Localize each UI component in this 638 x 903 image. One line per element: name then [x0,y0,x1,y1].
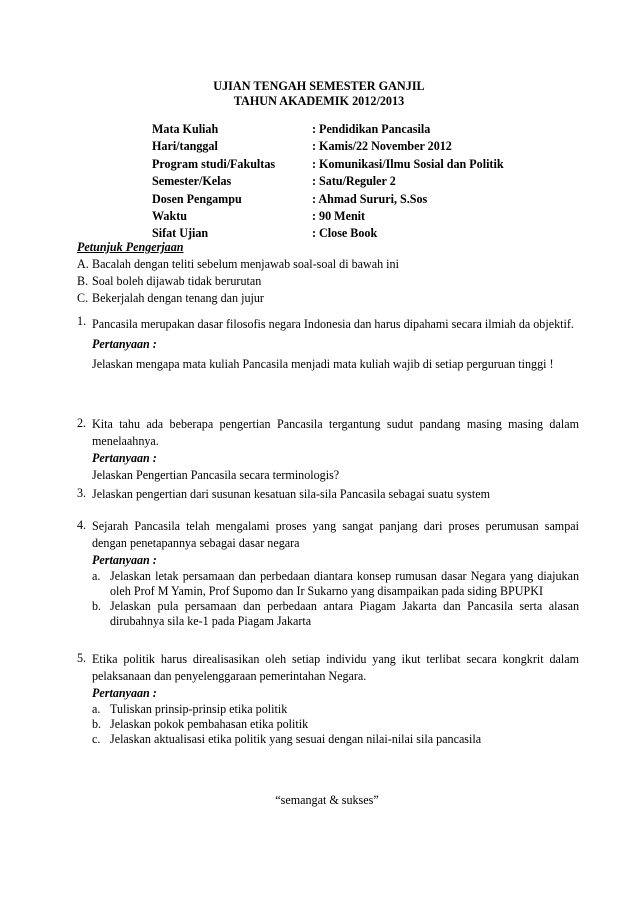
info-row: Sifat Ujian : Close Book [152,226,378,241]
question-ask: Jelaskan mengapa mata kuliah Pancasila menjadi mata kuliah wajib di setiap perguruan tinggi ! [92,357,554,371]
question-label: Pertanyaan : [92,451,157,465]
instruction-item: B. Soal boleh dijawab tidak berurutan [77,274,262,288]
sub-question: a. Tuliskan prinsip-prinsip etika politik [92,702,288,716]
exam-title: UJIAN TENGAH SEMESTER GANJIL [213,79,425,93]
exam-info-table [152,121,504,243]
question-label: Pertanyaan : [92,553,157,567]
question-2: 2. Kita tahu ada beberapa pengertian Pancasila tergantung sudut pandang masing masing dalam menelaahnya. Pertanyaan : Jelaskan Pengertian Pancasila secara terminologis? [77,416,579,482]
info-row: Program studi/Fakultas : Komunikasi/Ilmu Sosial dan Politik [152,156,504,171]
sub-question: a. Jelaskan letak persamaan dan perbedaan diantara konsep rumusan dasar Negara yang diajukan oleh Prof M Yamin, Prof Supomo dan Ir Sukarno yang disampaikan pada siding BPUPKI [92,569,579,598]
instruction-item: A. Bacalah dengan teliti sebelum menjawab soal-soal di bawah ini [77,257,399,271]
info-row: Mata Kuliah : Pendidikan Pancasila [152,122,431,136]
sub-question: c. Jelaskan aktualisasi etika politik yang sesuai dengan nilai-nilai sila pancasila [92,732,482,746]
info-row: Hari/tanggal : Kamis/22 November 2012 [152,139,452,154]
question-label: Pertanyaan : [92,686,157,700]
question-text: Jelaskan pengertian dari susunan kesatuan sila-sila Pancasila sebagai suatu system [92,487,490,501]
instructions-heading: Petunjuk Pengerjaan [77,240,184,254]
question-text: Etika politik harus direalisasikan oleh setiap individu yang ikut terlibat secara kongkrit dalam pelaksanaan dan penyelenggaraan pemerintahan Negara. [92,652,579,683]
question-1: 1. Pancasila merupakan dasar filosofis negara Indonesia dan harus dipahami secara ilmiah da objektif. Pertanyaan : Jelaskan mengapa mata kuliah Pancasila menjadi mata kuliah wajib di setiap perguruan tinggi ! [77,314,579,374]
sub-question: b. Jelaskan pokok pembahasan etika politik [92,717,309,731]
question-text: Kita tahu ada beberapa pengertian Pancasila tergantung sudut pandang masing masing dalam menelaahnya. [92,417,579,448]
sub-question: b. Jelaskan pula persamaan dan perbedaan antara Piagam Jakarta dan Pancasila serta alasan dirubahnya sila ke-1 pada Piagam Jakarta [92,599,579,628]
closing-motto: “semangat & sukses” [275,793,379,807]
question-text: Sejarah Pancasila telah mengalami proses yang sangat panjang dari proses perumusan sampai dengan penetapannya sebagai dasar negara [92,519,579,550]
info-row: Waktu : 90 Menit [152,209,366,224]
question-text: Pancasila merupakan dasar filosofis negara Indonesia dan harus dipahami secara ilmiah da objektif. [92,317,574,331]
question-5: 5. Etika politik harus direalisasikan oleh setiap individu yang ikut terlibat secara kongkrit dalam pelaksanaan dan penyelenggaraan pemerintahan Negara. Pertanyaan : a. Tuliskan prinsip-prinsip etika politik b. Jelaskan pokok pembahasan etika politik c. Jelaskan aktualisasi etika politik yang sesuai dengan nilai-nilai sila pancasila [77,651,579,746]
info-row: Semester/Kelas : Satu/Reguler 2 [152,174,396,189]
question-3: 3. Jelaskan pengertian dari susunan kesatuan sila-sila Pancasila sebagai suatu system [77,486,579,503]
info-row: Dosen Pengampu : Ahmad Sururi, S.Sos [152,191,428,206]
question-ask: Jelaskan Pengertian Pancasila secara terminologis? [92,468,340,482]
question-label: Pertanyaan : [92,337,157,351]
instruction-item: C. Bekerjalah dengan tenang dan jujur [77,291,264,305]
question-4: 4. Sejarah Pancasila telah mengalami proses yang sangat panjang dari proses perumusan sampai dengan penetapannya sebagai dasar negara Pertanyaan : a. Jelaskan letak persamaan dan perbedaan diantara konsep rumusan dasar Negara yang diajukan oleh Prof M Yamin, Prof Supomo dan Ir Sukarno yang disampaikan pada siding BPUPKI b. Jelaskan pula persamaan dan perbedaan antara Piagam Jakarta dan Pancasila serta alasan dirubahnya sila ke-1 pada Piagam Jakarta [77,518,579,628]
academic-year: TAHUN AKADEMIK 2012/2013 [233,94,405,108]
instructions [77,239,577,307]
